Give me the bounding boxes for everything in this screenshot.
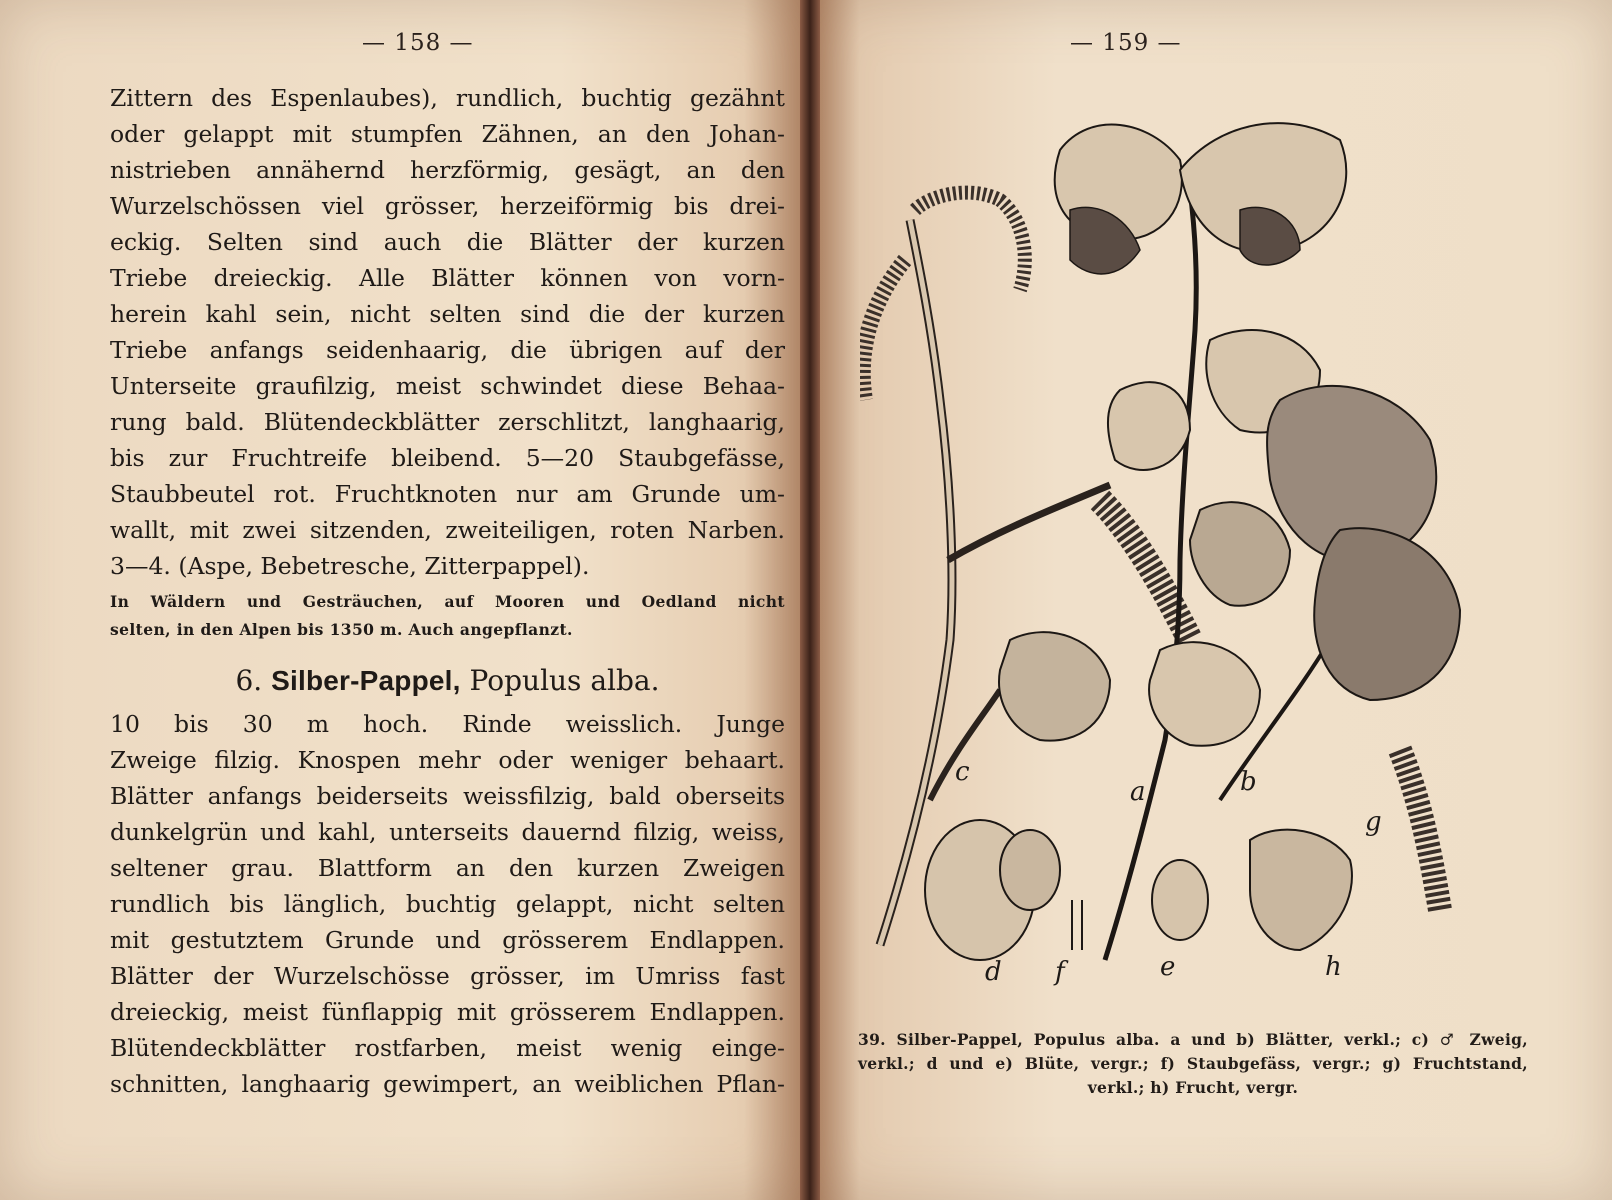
text-line: mit gestutztem Grunde und grösserem Endlappen. [110,926,785,954]
text-line: Blätter der Wurzelschösse grösser, im Umriss fast [110,962,785,990]
text-line: Blätter anfangs beiderseits weissfilzig, bald oberseits [110,782,785,810]
caption-line: 39. Silber-Pappel, Populus alba. a und b) Blätter, verkl.; c) ♂ Zweig, [858,1030,1528,1049]
text-line: nistrieben annähernd herzförmig, gesägt, an den [110,156,785,184]
paragraph-silver-poplar [110,706,785,1102]
text-line: Staubbeutel rot. Fruchtknoten nur am Grunde um- [110,480,785,508]
text-line: Triebe dreieckig. Alle Blätter können von vorn- [110,264,785,292]
text-line: herein kahl sein, nicht selten sind die der kurzen [110,300,785,328]
text-line: schnitten, langhaarig gewimpert, an weiblichen Pflan- [110,1070,785,1098]
figure-caption [858,1028,1528,1100]
text-line: dreieckig, meist fünflappig mit grösserem Endlappen. [110,998,785,1026]
text-line: Zweige filzig. Knospen mehr oder weniger behaart. [110,746,785,774]
text-line: rung bald. Blütendeckblätter zerschlitzt, langhaarig, [110,408,785,436]
figure-label-c: c [955,757,970,787]
text-line: Triebe anfangs seidenhaarig, die übrigen auf der [110,336,785,364]
habitat-line: In Wäldern und Gesträuchen, auf Mooren und Oedland nicht [110,592,785,611]
species-latin-name: Populus alba. [469,664,660,697]
figure-label-h: h [1325,952,1342,982]
figure-label-a: a [1130,777,1146,807]
text-line: Zittern des Espenlaubes), rundlich, buchtig gezähnt [110,84,785,112]
text-line: eckig. Selten sind auch die Blätter der kurzen [110,228,785,256]
text-line: Unterseite graufilzig, meist schwindet diese Behaa- [110,372,785,400]
caption-line: verkl.; h) Frucht, vergr. [1087,1078,1299,1097]
left-page-text [110,80,785,1102]
text-line: 10 bis 30 m hoch. Rinde weisslich. Junge [110,710,785,738]
species-heading [110,662,785,700]
text-line: dunkelgrün und kahl, unterseits dauernd filzig, weiss, [110,818,785,846]
caption-line: verkl.; d und e) Blüte, vergr.; f) Staubgefäss, vergr.; g) Fruchtstand, [858,1054,1528,1073]
page-number-left: — 158 — [362,30,474,56]
text-line: wallt, mit zwei sitzenden, zweiteiligen, roten Narben. [110,516,785,544]
figure-label-e: e [1160,952,1176,982]
text-line: 3—4. (Aspe, Bebetresche, Zitterpappel). [110,552,590,580]
species-name: Silber-Pappel, [271,665,461,696]
left-page [0,0,800,1200]
silver-poplar-illustration [860,100,1520,1000]
figure-label-d: d [985,957,1002,987]
habitat-note [110,588,785,644]
text-line: bis zur Fruchtreife bleibend. 5—20 Staubgefässe, [110,444,785,472]
figure-label-g: g [1365,807,1382,837]
figure-label-f: f [1055,957,1065,987]
text-line: rundlich bis länglich, buchtig gelappt, nicht selten [110,890,785,918]
text-line: seltener grau. Blattform an den kurzen Zweigen [110,854,785,882]
text-line: Wurzelschössen viel grösser, herzeiförmig bis drei- [110,192,785,220]
text-line: Blütendeckblätter rostfarben, meist wenig einge- [110,1034,785,1062]
habitat-line: selten, in den Alpen bis 1350 m. Auch angepflanzt. [110,620,573,639]
figure-label-b: b [1240,767,1257,797]
species-number: 6. [235,664,263,697]
paragraph-aspen-description [110,80,785,584]
text-line: oder gelappt mit stumpfen Zähnen, an den Johan- [110,120,785,148]
page-number-right: — 159 — [1070,30,1182,56]
book-gutter [800,0,820,1200]
